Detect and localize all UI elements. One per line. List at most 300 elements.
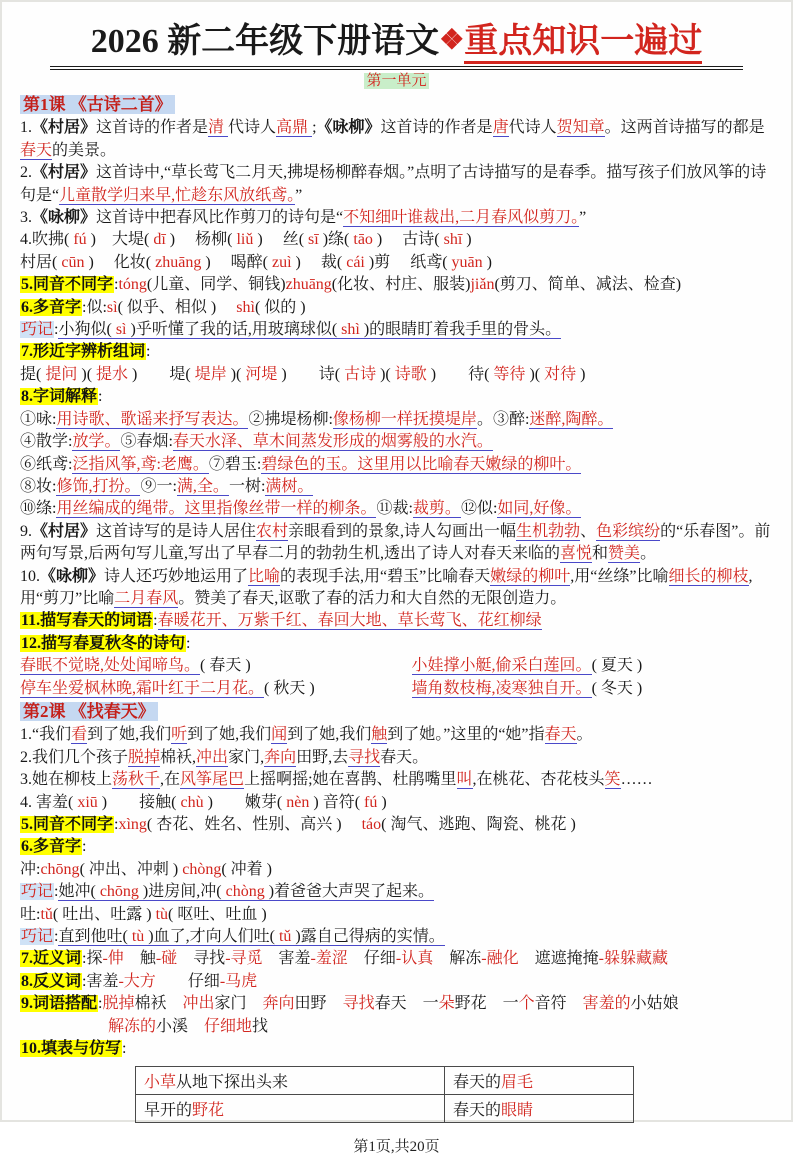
- text-segment: 不知细叶谁裁出,二月春风似剪刀。: [343, 209, 580, 227]
- text-segment: 贺知章: [556, 119, 605, 137]
- text-segment: 小狗似(: [58, 321, 112, 339]
- text-segment: -马虎: [219, 972, 258, 990]
- text-segment: )进房间,冲(: [142, 883, 222, 901]
- text-segment: 棉袄: [134, 995, 183, 1013]
- document-content: [20, 93, 773, 1060]
- text-segment: 音符: [534, 995, 583, 1013]
- text-segment: )的眼睛盯着我手里的骨头。: [363, 321, 562, 339]
- text-segment: ( 冲出、冲刺 ): [79, 860, 183, 878]
- text-segment: ( 秋天 ): [264, 679, 315, 697]
- page-footer: 第1页,共20页: [353, 1139, 440, 1156]
- item-2-4: [20, 792, 773, 814]
- text-segment: 直到他吐(: [58, 928, 128, 946]
- text-segment: 4.吹拂(: [20, 231, 70, 249]
- text-segment: zhuāng: [285, 276, 332, 294]
- text-segment: 小草: [144, 1074, 177, 1092]
- text-segment: ⑤春烟:: [120, 433, 173, 451]
- text-segment: 高鼎: [276, 119, 313, 137]
- text-segment: 《咏柳》: [32, 209, 97, 227]
- text-segment: 对待: [540, 365, 581, 383]
- text-segment: 寻找: [342, 995, 375, 1013]
- text-segment: tù: [155, 905, 169, 923]
- text-segment: ②拂堤杨柳:: [248, 410, 333, 428]
- text-segment: :探: [82, 950, 103, 968]
- text-segment: zuì: [268, 253, 296, 271]
- text-segment: :: [98, 388, 103, 406]
- text-segment: chōng: [95, 883, 143, 901]
- text-segment: )血了,才向人们吐(: [148, 928, 275, 946]
- section-label: 5.同音不同字: [21, 276, 114, 294]
- text-segment: ): [381, 793, 387, 811]
- text-segment: 春天的: [453, 1074, 502, 1092]
- text-segment: 冲出: [196, 748, 229, 766]
- text-segment: 农村: [256, 522, 289, 540]
- poem-column: [20, 655, 412, 677]
- text-segment: 诗歌: [390, 365, 431, 383]
- text-segment: ,在: [160, 771, 181, 789]
- text-segment: 停车坐爱枫林晚,霜叶红于二月花。: [20, 679, 265, 697]
- item-1-5: [20, 274, 773, 296]
- text-segment: 3.: [20, 209, 32, 227]
- text-segment: -认真: [395, 950, 434, 968]
- text-segment: :: [114, 276, 119, 294]
- text-segment: tǔ: [274, 928, 296, 946]
- text-segment: 诗人还巧妙地运用了: [104, 567, 249, 585]
- text-segment: -碰: [155, 950, 178, 968]
- item-1-9: [20, 521, 773, 566]
- text-segment: :: [186, 634, 191, 652]
- text-segment: )绦(: [322, 231, 350, 249]
- text-segment: 《村居》: [32, 522, 97, 540]
- item-1-8c: [20, 454, 773, 476]
- item-1-8d: [20, 476, 773, 498]
- text-segment: 眼睛: [501, 1102, 534, 1120]
- section-label: 7.近义词: [21, 950, 82, 968]
- lesson-1-heading: [20, 93, 773, 117]
- text-segment: :: [82, 838, 87, 856]
- text-segment: ⑦碧玉:: [208, 455, 262, 473]
- text-segment: 。: [576, 726, 593, 744]
- text-segment: )乎听懂了我的话,用玻璃球似(: [130, 321, 338, 339]
- title-highlight: 重点知识一遍过: [464, 23, 702, 64]
- item-2-6a: [20, 859, 773, 881]
- text-segment: )(: [380, 365, 391, 383]
- item-1-10: [20, 566, 773, 611]
- text-segment: 棉袄,: [160, 748, 197, 766]
- item-2-6b-tip: [20, 926, 773, 948]
- text-segment: 家门: [214, 995, 263, 1013]
- text-segment: ) 杨柳(: [169, 231, 233, 249]
- text-segment: :似:: [82, 298, 107, 316]
- text-segment: yuān: [447, 253, 487, 271]
- unit-heading: [20, 72, 773, 90]
- text-segment: ,用“丝绦”比喻: [570, 567, 669, 585]
- section-label: 7.形近字辨析组词: [21, 343, 146, 361]
- table-cell: [445, 1067, 634, 1095]
- text-segment: :: [122, 1040, 127, 1058]
- text-segment: :害羞: [82, 972, 119, 990]
- text-segment: 放学。: [72, 433, 121, 451]
- text-segment: ,在桃花、杏花枝头: [472, 771, 605, 789]
- text-segment: 寻找: [348, 748, 381, 766]
- text-segment: 奔向: [262, 995, 295, 1013]
- text-segment: 。这两首诗描写的都是: [604, 119, 765, 137]
- text-segment: 到了她。”这里的“她”指: [387, 726, 545, 744]
- text-segment: chòng: [182, 860, 222, 878]
- text-segment: chòng: [221, 883, 269, 901]
- text-segment: sī: [304, 231, 323, 249]
- text-segment: 仔细地: [204, 1017, 253, 1035]
- text-segment: 色彩缤纷: [596, 522, 661, 540]
- fill-table: [135, 1066, 634, 1123]
- text-segment: ): [580, 365, 586, 383]
- text-segment: 生机勃勃: [516, 522, 581, 540]
- text-segment: shì: [236, 298, 255, 316]
- text-segment: 。③醉:: [476, 410, 530, 428]
- text-segment: 这首诗中,“草长莺飞二月天,拂堤杨柳醉春烟。”点明了古诗描写的是春季。描写孩子们放风筝的诗句是“: [20, 164, 767, 204]
- text-segment: tǔ: [40, 905, 53, 923]
- text-segment: 遮遮掩掩: [518, 950, 599, 968]
- table-row: [136, 1067, 634, 1095]
- document-title: [50, 18, 743, 70]
- text-segment: 吐:: [20, 905, 41, 923]
- text-segment: tāo: [349, 231, 377, 249]
- section-label: 巧记: [21, 928, 54, 946]
- item-1-11: [20, 610, 773, 632]
- text-segment: -伸: [102, 950, 124, 968]
- text-segment: tóng: [118, 276, 147, 294]
- text-segment: 春天水泽、草木间蒸发形成的烟雾般的水汽。: [172, 433, 493, 451]
- text-segment: 奔向: [264, 748, 297, 766]
- text-segment: 提水: [92, 365, 133, 383]
- text-segment: ”: [579, 209, 587, 227]
- text-segment: 10.: [20, 567, 40, 585]
- text-segment: 古诗: [340, 365, 381, 383]
- text-segment: :: [54, 321, 59, 339]
- unit-heading-label: 第一单元: [366, 73, 427, 89]
- text-segment: 这首诗的作者是: [96, 119, 209, 137]
- text-segment: jiǎn: [470, 276, 495, 294]
- text-segment: ⑥纸鸢:: [20, 455, 73, 473]
- text-segment: :: [146, 343, 151, 361]
- text-segment: 野花: [192, 1102, 225, 1120]
- item-1-3: [20, 207, 773, 229]
- text-segment: zhuāng: [151, 253, 206, 271]
- text-segment: ) 堤(: [132, 365, 191, 383]
- text-segment: 2.: [20, 164, 32, 182]
- text-segment: ;: [312, 119, 317, 137]
- item-1-12: [20, 633, 773, 655]
- item-1-8: [20, 386, 773, 408]
- text-segment: 一树:: [228, 477, 266, 495]
- text-segment: ) 诗(: [281, 365, 341, 383]
- text-segment: 。: [640, 545, 657, 563]
- text-segment: 亲眼看到的景象,诗人勾画出一幅: [288, 522, 517, 540]
- text-segment: nèn: [282, 793, 314, 811]
- text-segment: 仔细: [347, 950, 396, 968]
- table-cell: [445, 1095, 634, 1123]
- item-1-8a: [20, 409, 773, 431]
- section-label: 10.填表与仿写: [21, 1040, 122, 1058]
- text-segment: táo: [361, 816, 382, 833]
- text-segment: 的美景。: [52, 141, 117, 159]
- text-segment: ( 淘气、逃跑、陶瓷、桃花 ): [381, 816, 576, 833]
- text-segment: ( 吐出、吐露 ): [52, 905, 156, 923]
- text-segment: 2.我们几个孩子: [20, 748, 129, 766]
- text-segment: 。赞美了春天,讴歌了春的活力和大自然的无限创造力。: [178, 589, 567, 607]
- text-segment: 细长的柳枝: [668, 567, 749, 585]
- text-segment: 4. 害羞(: [20, 793, 74, 811]
- section-label: 巧记: [21, 321, 54, 339]
- text-segment: 、: [580, 522, 597, 540]
- text-segment: 比喻: [248, 567, 281, 585]
- item-1-6: [20, 297, 773, 319]
- section-label: 9.词语搭配: [21, 995, 98, 1013]
- fill-table-body: [136, 1067, 634, 1123]
- text-segment: 脱掉: [128, 748, 161, 766]
- text-segment: 裁剪。: [412, 500, 461, 518]
- text-segment: 《咏柳》: [40, 567, 105, 585]
- text-segment: (儿童、同学、铜钱): [146, 276, 286, 294]
- table-cell: [136, 1095, 445, 1123]
- text-segment: 等待: [489, 365, 530, 383]
- text-segment: -寻觅: [225, 950, 263, 968]
- item-1-8e: [20, 498, 773, 520]
- text-segment: 小溪: [156, 1017, 205, 1035]
- text-segment: 听: [171, 726, 188, 744]
- text-segment: 解冻: [433, 950, 482, 968]
- table-row: [136, 1095, 634, 1123]
- text-segment: 小姑娘: [630, 995, 679, 1013]
- item-2-5: [20, 814, 773, 836]
- text-segment: 这首诗写的是诗人居住: [96, 522, 257, 540]
- section-label: 5.同音不同字: [21, 816, 114, 833]
- text-segment: 触: [123, 950, 156, 968]
- text-segment: )露自己得病的实情。: [295, 928, 445, 946]
- text-segment: 唐: [492, 119, 509, 137]
- text-segment: (剪刀、简单、减法、检查): [494, 276, 682, 294]
- table-cell: [136, 1067, 445, 1095]
- section-label: 6.多音字: [21, 298, 82, 316]
- text-segment: 害羞: [262, 950, 311, 968]
- text-segment: ( 似乎、相似 ): [117, 298, 237, 316]
- text-segment: 碧绿色的玉。这里用以比喻春天嫩绿的柳叶。: [261, 455, 582, 473]
- text-segment: 修饰,打扮。: [56, 477, 141, 495]
- section-label: 第2课 《找春天》: [20, 702, 158, 721]
- text-segment: 如同,好像。: [497, 500, 582, 518]
- item-1-12b: [20, 678, 773, 700]
- text-segment: 村居(: [20, 253, 58, 271]
- text-segment: 到了她,我们: [287, 726, 372, 744]
- text-segment: ⑪裁:: [376, 500, 413, 518]
- item-2-2: [20, 747, 773, 769]
- text-segment: 像杨柳一样抚摸堤岸: [332, 410, 477, 428]
- text-segment: liǔ: [232, 231, 258, 249]
- title-main: 2026 新二年级下册语文: [90, 23, 440, 60]
- text-segment: 堤岸: [190, 365, 231, 383]
- text-segment: 《村居》: [32, 164, 97, 182]
- text-segment: :: [98, 995, 103, 1013]
- text-segment: )剪 纸鸢(: [368, 253, 448, 271]
- text-segment: chōng: [40, 860, 80, 878]
- text-segment: 眉毛: [501, 1074, 534, 1092]
- section-label: 12.描写春夏秋冬的诗句: [21, 634, 186, 652]
- text-segment: 春天 一: [374, 995, 439, 1013]
- text-segment: 清: [208, 119, 229, 137]
- text-segment: 田野,去: [296, 748, 349, 766]
- text-segment: ) 嫩芽(: [207, 793, 283, 811]
- text-segment: 9.: [20, 522, 32, 540]
- text-segment: :: [54, 928, 59, 946]
- text-segment: ) 裁(: [295, 253, 343, 271]
- text-segment: 从地下探出头来: [176, 1074, 289, 1092]
- text-segment: ( 夏天 ): [591, 657, 643, 675]
- text-segment: 寻找: [177, 950, 226, 968]
- text-segment: 3.她在柳枝上: [20, 771, 113, 789]
- section-label: 巧记: [21, 883, 54, 901]
- text-segment: 风筝尾巴: [180, 771, 245, 789]
- text-segment: 春天: [544, 726, 577, 744]
- text-segment: ) 化妆(: [88, 253, 152, 271]
- item-1-2: [20, 162, 773, 207]
- text-segment: 1.: [20, 119, 32, 137]
- poem-column: [412, 678, 773, 700]
- text-segment: ,用“剪刀”比喻: [20, 567, 753, 607]
- text-segment: tù: [127, 928, 149, 946]
- text-segment: 这首诗中把春风比作剪刀的诗句是“: [96, 209, 344, 227]
- text-segment: ( 似的 ): [254, 298, 306, 316]
- text-segment: 墙角数枝梅,凌寒独自开。: [411, 679, 592, 697]
- text-segment: 上摇啊摇;她在喜鹊、杜鹃嘴里: [244, 771, 457, 789]
- text-segment: -融化: [481, 950, 519, 968]
- text-segment: 泛指风筝,鸢:老鹰。: [72, 455, 209, 473]
- text-segment: 喜悦: [560, 545, 593, 563]
- text-segment: ): [466, 231, 472, 249]
- text-segment: 春眠不觉晓,处处闻啼鸟。: [20, 657, 201, 675]
- text-segment: fú: [360, 793, 382, 811]
- text-segment: ”: [295, 186, 303, 204]
- text-segment: 赞美: [608, 545, 641, 563]
- text-segment: xìng: [118, 816, 147, 833]
- item-1-8b: [20, 431, 773, 453]
- text-segment: 野花 一: [454, 995, 519, 1013]
- text-segment: :: [153, 612, 158, 630]
- text-segment: 荡秋千: [112, 771, 161, 789]
- text-segment: 这首诗的作者是: [380, 119, 493, 137]
- text-segment: -羞涩: [310, 950, 348, 968]
- text-segment: shī: [439, 231, 467, 249]
- section-label: 11.描写春天的词语: [21, 612, 153, 630]
- text-segment: 冲:: [20, 860, 41, 878]
- text-segment: 找: [252, 1017, 269, 1035]
- text-segment: 用诗歌、歌谣来抒写表达。: [56, 410, 249, 428]
- text-segment: ④散学:: [20, 433, 73, 451]
- text-segment: 春暖花开、万紫千红、春回大地、草长莺飞、花红柳绿: [157, 612, 542, 630]
- text-segment: 家门,: [228, 748, 265, 766]
- text-segment: 用丝编成的绳带。这里指像丝带一样的柳条。: [56, 500, 377, 518]
- text-segment: ⑨一:: [140, 477, 177, 495]
- text-segment: )(: [529, 365, 541, 383]
- text-segment: ) 音符(: [313, 793, 361, 811]
- text-segment: ) 接触(: [101, 793, 177, 811]
- text-segment: 提(: [20, 365, 42, 383]
- section-label: 6.多音字: [21, 838, 82, 856]
- text-segment: cái: [342, 253, 369, 271]
- text-segment: ) 古诗(: [376, 231, 440, 249]
- item-1-12a: [20, 655, 773, 677]
- text-segment: 的“乐春图”。前两句写景,后两句写儿童,写出了早春二月的勃勃生机,透出了诗人对春天来临的: [20, 522, 771, 563]
- item-1-1: [20, 117, 773, 162]
- text-segment: 仔细: [155, 972, 220, 990]
- text-segment: 迷醉,陶醉。: [529, 410, 614, 428]
- item-2-8: [20, 971, 773, 993]
- text-segment: 嫩绿的柳叶: [490, 567, 571, 585]
- text-segment: 《咏柳》: [316, 119, 381, 137]
- text-segment: 冲出: [182, 995, 215, 1013]
- item-2-6b: [20, 904, 773, 926]
- text-segment: 闻: [271, 726, 288, 744]
- text-segment: 春天: [20, 141, 53, 159]
- text-segment: cūn: [57, 253, 89, 271]
- text-segment: 看: [71, 726, 88, 744]
- text-segment: ): [486, 253, 492, 271]
- text-segment: 1.“我们: [20, 726, 72, 744]
- text-segment: ( 冬天 ): [591, 679, 643, 697]
- text-segment: 代诗人: [508, 119, 557, 137]
- text-segment: 朵: [438, 995, 455, 1013]
- text-segment: )(: [230, 365, 242, 383]
- text-segment: ( 杏花、姓名、性别、高兴 ): [146, 816, 362, 833]
- item-2-1: [20, 724, 773, 746]
- text-segment: 脱掉: [102, 995, 135, 1013]
- text-segment: 的表现手法,用“碧玉”比喻春天: [280, 567, 491, 585]
- text-segment: ) 待(: [430, 365, 490, 383]
- text-segment: ) 喝醉(: [205, 253, 268, 271]
- text-segment: fú: [69, 231, 91, 249]
- text-segment: ) 丝(: [257, 231, 305, 249]
- text-segment: 笑: [604, 771, 621, 789]
- text-segment: )着爸爸大声哭了起来。: [268, 883, 435, 901]
- text-segment: 提问: [41, 365, 82, 383]
- text-segment: 她冲(: [58, 883, 96, 901]
- text-segment: 害羞的: [582, 995, 631, 1013]
- item-2-6: [20, 836, 773, 858]
- text-segment: ⑩绦:: [20, 500, 57, 518]
- diamond-icon: ❖: [439, 25, 465, 56]
- text-segment: ( 呕吐、吐血 ): [168, 905, 267, 923]
- item-1-6-tip: [20, 319, 773, 341]
- item-2-7: [20, 948, 773, 970]
- text-segment: dī: [149, 231, 170, 249]
- text-segment: ⑧妆:: [20, 477, 57, 495]
- text-segment: 春天的: [453, 1102, 502, 1120]
- text-segment: (化妆、村庄、服装): [331, 276, 471, 294]
- section-label: 第1课 《古诗二首》: [20, 95, 175, 114]
- lesson-2-heading: [20, 700, 773, 724]
- poem-column: [412, 655, 773, 677]
- text-segment: 到了她,我们: [187, 726, 272, 744]
- item-2-3: [20, 769, 773, 791]
- text-segment: 满树。: [265, 477, 314, 495]
- text-segment: sì: [106, 298, 118, 316]
- text-segment: 儿童散学归来早,忙趁东风放纸鸢。: [59, 186, 296, 204]
- section-label: 8.反义词: [21, 972, 82, 990]
- text-segment: 早开的: [144, 1102, 193, 1120]
- text-segment: ( 冲着 ): [221, 860, 273, 878]
- poem-column: [20, 678, 412, 700]
- text-segment: 满,全。: [176, 477, 229, 495]
- item-2-10: [20, 1038, 773, 1060]
